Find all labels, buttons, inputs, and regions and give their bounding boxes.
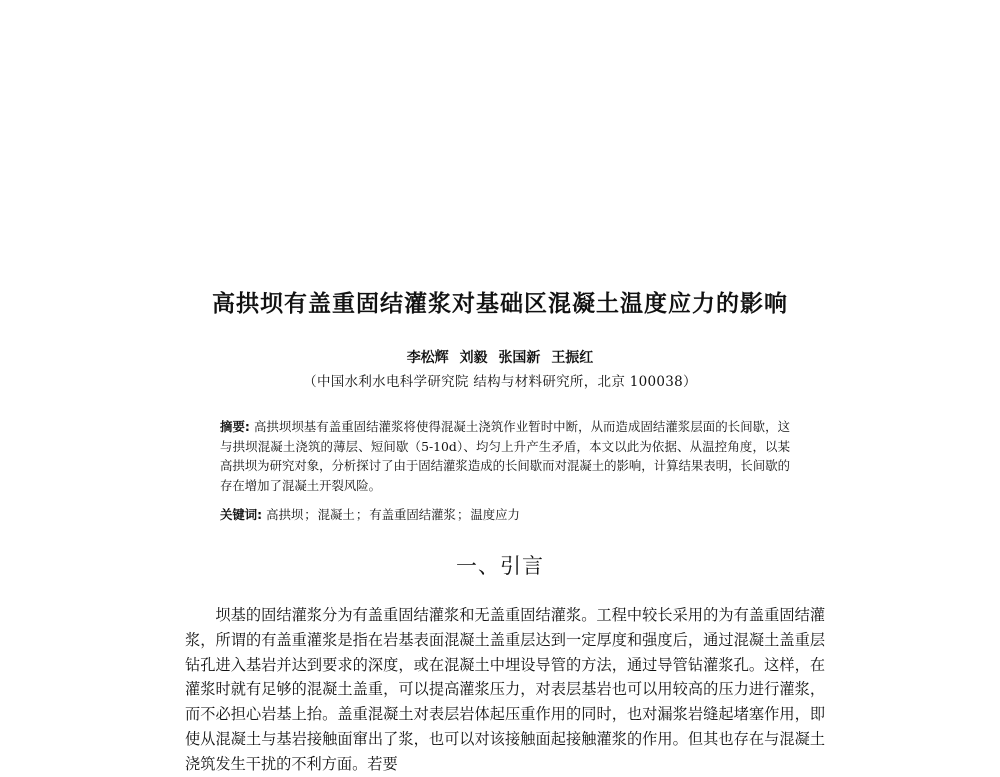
abstract-text: 高拱坝坝基有盖重固结灌浆将使得混凝土浇筑作业暂时中断，从而造成固结灌浆层面的长间歇，这与拱坝混凝土浇筑的薄层、短间歇（5-10d）、均匀上升产生矛盾，本文以此为依据、从温控角度，以某高拱坝为研究对象，分析探讨了由于固结灌浆造成的长间歇而对混凝土的影响，计算结果表明，长间歇的存在增加了混凝土开裂风险。 (220, 419, 791, 493)
keyword-separator: ； (456, 507, 470, 522)
body-text (185, 603, 825, 777)
keyword-separator: ； (304, 507, 317, 522)
keywords (220, 505, 790, 525)
paper-title: 高拱坝有盖重固结灌浆对基础区混凝土温度应力的影响 (212, 291, 788, 317)
keywords-label: 关键词: (220, 507, 263, 522)
author-list (0, 348, 1000, 368)
keyword: 有盖重固结灌浆 (369, 507, 456, 522)
keyword: 高拱坝 (266, 507, 304, 522)
author-name: 张国新 (498, 350, 541, 366)
author-name: 李松辉 (406, 350, 449, 366)
author-name: 刘毅 (459, 350, 488, 366)
keyword-separator: ； (355, 507, 369, 522)
author-name: 王振红 (551, 350, 594, 366)
abstract-label: 摘要: (220, 419, 250, 434)
abstract (220, 417, 790, 495)
keyword: 混凝土 (317, 507, 355, 522)
affiliation: （中国水利水电科学研究院 结构与材料研究所，北京 100038） (303, 374, 697, 390)
keyword: 温度应力 (470, 507, 520, 522)
section-heading: 一、引言 (456, 554, 544, 578)
body-paragraph: 坝基的固结灌浆分为有盖重固结灌浆和无盖重固结灌浆。工程中较长采用的为有盖重固结灌浆，所谓的有盖重灌浆是指在岩基表面混凝土盖重层达到一定厚度和强度后，通过混凝土盖重层钻孔进入基岩并达到要求的深度，或在混凝土中埋设导管的方法，通过导管钻灌浆孔。这样，在灌浆时就有足够的混凝土盖重，可以提高灌浆压力，对表层基岩也可以用较高的压力进行灌浆，而不必担心岩基上抬。盖重混凝土对表层岩体起压重作用的同时，也对漏浆岩缝起堵塞作用，即使从混凝土与基岩接触面窜出了浆，也可以对该接触面起接触灌浆的作用。但其也存在与混凝土浇筑发生干扰的不利方面。若要 (185, 606, 825, 773)
